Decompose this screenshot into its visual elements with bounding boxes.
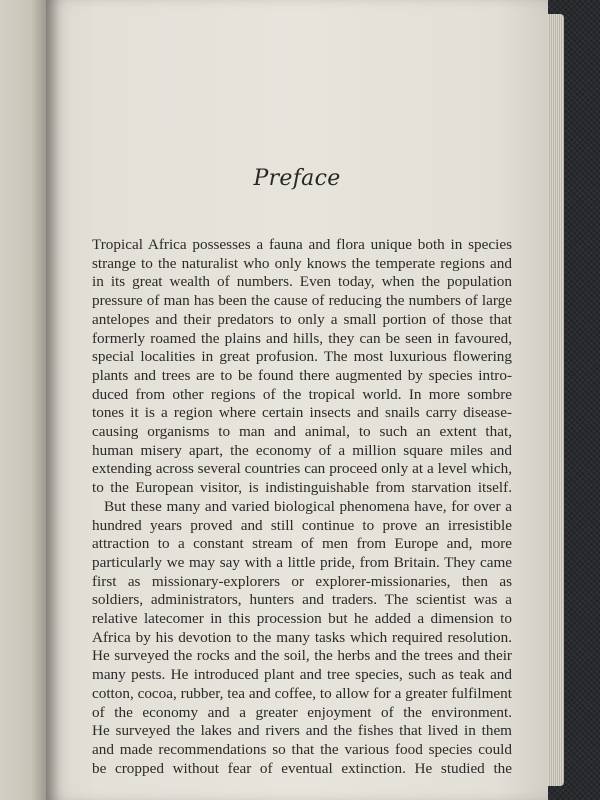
text-line: plants and trees are to be found there augmented by species intro- bbox=[92, 366, 512, 384]
text-line: particularly we may say with a little pride, from Britain. They came bbox=[92, 553, 512, 571]
text-line: extending across several countries can proceed only at a level which, bbox=[92, 460, 512, 478]
text-line: to the European visitor, is indistinguishable from starvation itself. bbox=[92, 479, 512, 497]
text-line: attraction to a constant stream of men from Europe and, more bbox=[92, 535, 512, 553]
text-line: But these many and varied biological phenomena have, for over a bbox=[104, 497, 512, 515]
text-line: formerly roamed the plains and hills, they can be seen in favoured, bbox=[92, 329, 512, 347]
text-line: Tropical Africa possesses a fauna and flora unique both in species bbox=[92, 236, 512, 253]
text-line: many pests. He introduced plant and tree species, such as teak and bbox=[92, 666, 512, 684]
text-line: be cropped without fear of eventual extinction. He studied the bbox=[92, 759, 512, 777]
text-line: pressure of man has been the cause of reducing the numbers of large bbox=[92, 292, 512, 310]
text-line: strange to the naturalist who only knows the temperate regions and bbox=[92, 254, 512, 272]
text-line: first as missionary-explorers or explorer-missionaries, then as bbox=[92, 572, 512, 590]
text-line: and made recommendations so that the various food species could bbox=[92, 740, 512, 758]
text-line: causing organisms to man and animal, to such an extent that, bbox=[92, 423, 512, 441]
preface-body bbox=[92, 236, 512, 778]
text-line: He surveyed the lakes and rivers and the fishes that lived in them bbox=[92, 722, 512, 740]
text-line: antelopes and their predators to only a small portion of those that bbox=[92, 310, 512, 328]
text-line: special localities in great profusion. The most luxurious flowering bbox=[92, 348, 512, 366]
text-line: He surveyed the rocks and the soil, the herbs and the trees and their bbox=[92, 647, 512, 665]
text-line: Africa by his devotion to the many tasks which required resolution. bbox=[92, 628, 512, 646]
text-line: hundred years proved and still continue to prove an irresistible bbox=[92, 516, 512, 534]
text-line: duced from other regions of the tropical world. In more sombre bbox=[92, 385, 512, 403]
text-line: tones it is a region where certain insects and snails carry disease- bbox=[92, 404, 512, 422]
text-line: human misery apart, the economy of a million square miles and bbox=[92, 441, 512, 459]
text-line: in its great wealth of numbers. Even today, when the population bbox=[92, 273, 512, 291]
text-line: relative latecomer in this procession but he added a dimension to bbox=[92, 610, 512, 628]
text-line: soldiers, administrators, hunters and traders. The scientist was a bbox=[92, 591, 512, 609]
book-page bbox=[46, 0, 548, 800]
text-line: of the economy and a greater enjoyment of the environment. bbox=[92, 703, 512, 721]
page-title: Preface bbox=[253, 166, 341, 191]
text-line: cotton, cocoa, rubber, tea and coffee, to allow for a greater fulfilment bbox=[92, 684, 512, 702]
